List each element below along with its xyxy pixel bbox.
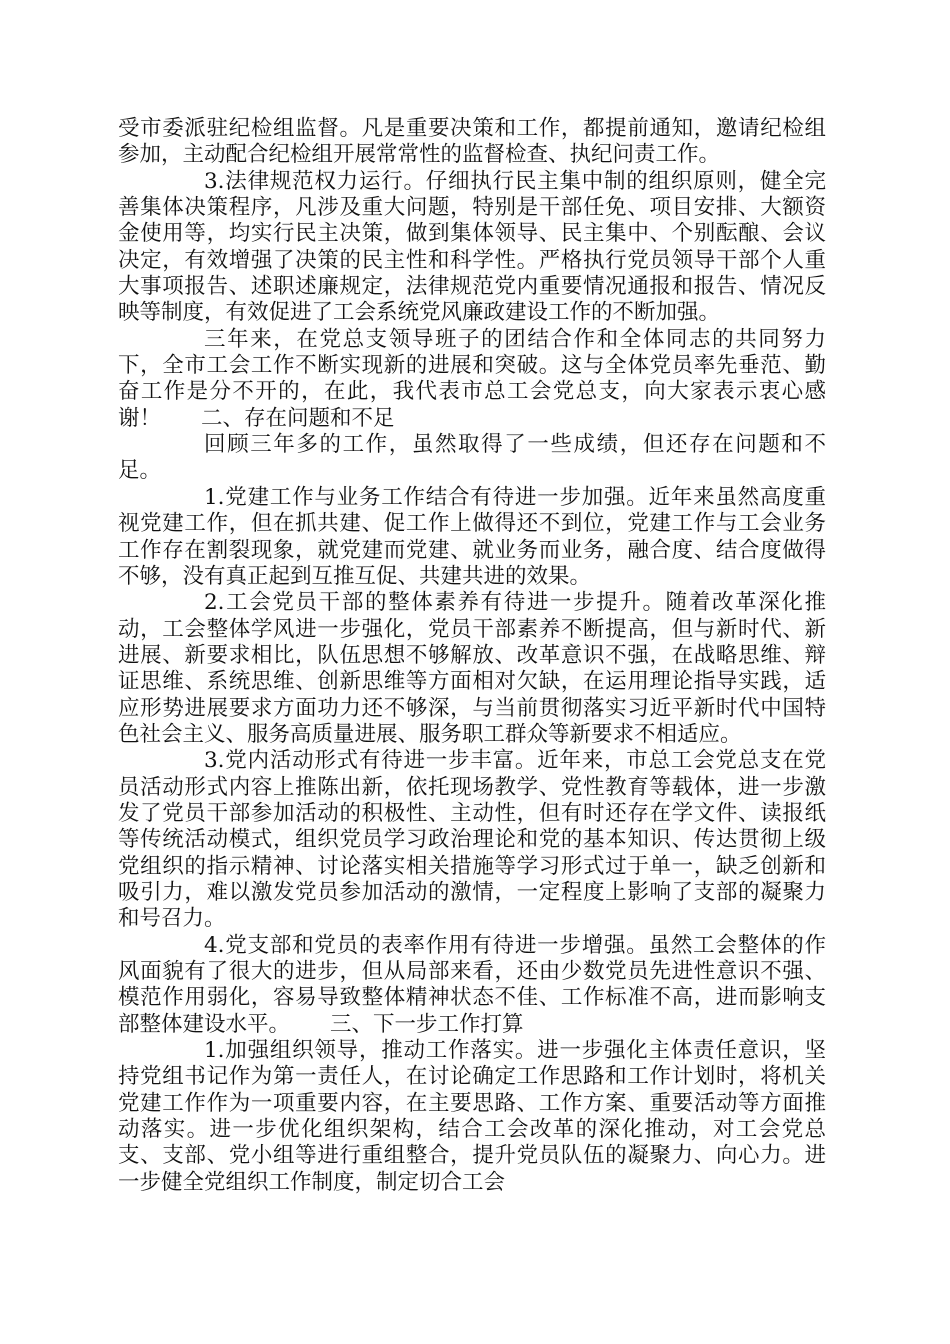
paragraph-text: 3.党内活动形式有待进一步丰富。近年来，市总工会党总支在党员活动形式内容上推陈出新，依托现场教学、党性教育等载体，进一步激发了党员干部参加活动的积极性、主动性，但有时还存在学文件、读报纸等传统活动模式，组织党员学习政治理论和党的基本知识、传达贯彻上级党组织的指示精神、讨论落实相关措施等学习形式过于单一，缺乏创新和吸引力，难以激发党员参加活动的激情，一定程度上影响了支部的凝聚力和号召力。 (118, 748, 826, 932)
paragraph-text: 三年来，在党总支领导班子的团结合作和全体同志的共同努力下，全市工会工作不断实现新的进展和突破。这与全体党员率先垂范、勤奋工作是分不开的，在此，我代表市总工会党总支，向大家表示衷心感谢！ (118, 326, 826, 431)
section-heading-problems: 二、存在问题和不足 (201, 405, 395, 431)
section-heading-next-steps: 三、下一步工作打算 (330, 1011, 524, 1037)
paragraph-text: 1.党建工作与业务工作结合有待进一步加强。近年来虽然高度重视党建工作，但在抓共建、促工作上做得还不到位，党建工作与工会业务工作存在割裂现象，就党建而党建、就业务而业务，融合度、结合度做得不够，没有真正起到互推互促、共建共进的效果。 (118, 484, 826, 589)
paragraph-problem-4 (118, 933, 826, 1038)
paragraph-problem-3 (118, 748, 826, 932)
paragraph-text: 受市委派驻纪检组监督。凡是重要决策和工作，都提前通知，邀请纪检组参加，主动配合纪检组开展常常性的监督检查、执纪问责工作。 (118, 116, 826, 168)
paragraph-text: 3.法律规范权力运行。仔细执行民主集中制的组织原则，健全完善集体决策程序，凡涉及重大问题，特别是干部任免、项目安排、大额资金使用等，均实行民主决策，做到集体领导、民主集中、个别酝酿、会议决定，有效增强了决策的民主性和科学性。严格执行党员领导干部个人重大事项报告、述职述廉规定，法律规范党内重要情况通报和报告、情况反映等制度，有效促进了工会系统党风廉政建设工作的不断加强。 (118, 168, 826, 326)
paragraph-text: 1.加强组织领导，推动工作落实。进一步强化主体责任意识，坚持党组书记作为第一责任人，在讨论确定工作思路和工作计划时，将机关党建工作作为一项重要内容，在主要思路、工作方案、重要活动等方面推动落实。进一步优化组织架构，结合工会改革的深化推动，对工会党总支、支部、党小组等进行重组整合，提升党员队伍的凝聚力、向心力。进一步健全党组织工作制度，制定切合工会 (118, 1038, 826, 1195)
paragraph-text: 2.工会党员干部的整体素养有待进一步提升。随着改革深化推动，工会整体学风进一步强化，党员干部素养不断提高，但与新时代、新进展、新要求相比，队伍思想不够解放、改革意识不强，在战略思维、辩证思维、系统思维、创新思维等方面相对欠缺，在运用理论指导实践，适应形势进展要求方面功力还不够深，与当前贯彻落实习近平新时代中国特色社会主义、服务高质量进展、服务职工群众等新要求不相适应。 (118, 590, 826, 747)
paragraph-three-years-summary (118, 327, 826, 432)
paragraph-review (118, 432, 826, 485)
paragraph-rule-of-law-power (118, 169, 826, 327)
paragraph-continuation (118, 116, 826, 169)
paragraph-problem-1 (118, 485, 826, 590)
paragraph-text: 回顾三年多的工作，虽然取得了一些成绩，但还存在问题和不足。 (118, 432, 826, 484)
paragraph-problem-2 (118, 590, 826, 748)
paragraph-text: 4.党支部和党员的表率作用有待进一步增强。虽然工会整体的作风面貌有了很大的进步，但从局部来看，还由少数党员先进性意识不强、模范作用弱化，容易导致整体精神状态不佳、工作标准不高，进而影响支部整体建设水平。 (118, 932, 826, 1037)
document-body (118, 116, 826, 1196)
paragraph-next-step-1 (118, 1038, 826, 1196)
